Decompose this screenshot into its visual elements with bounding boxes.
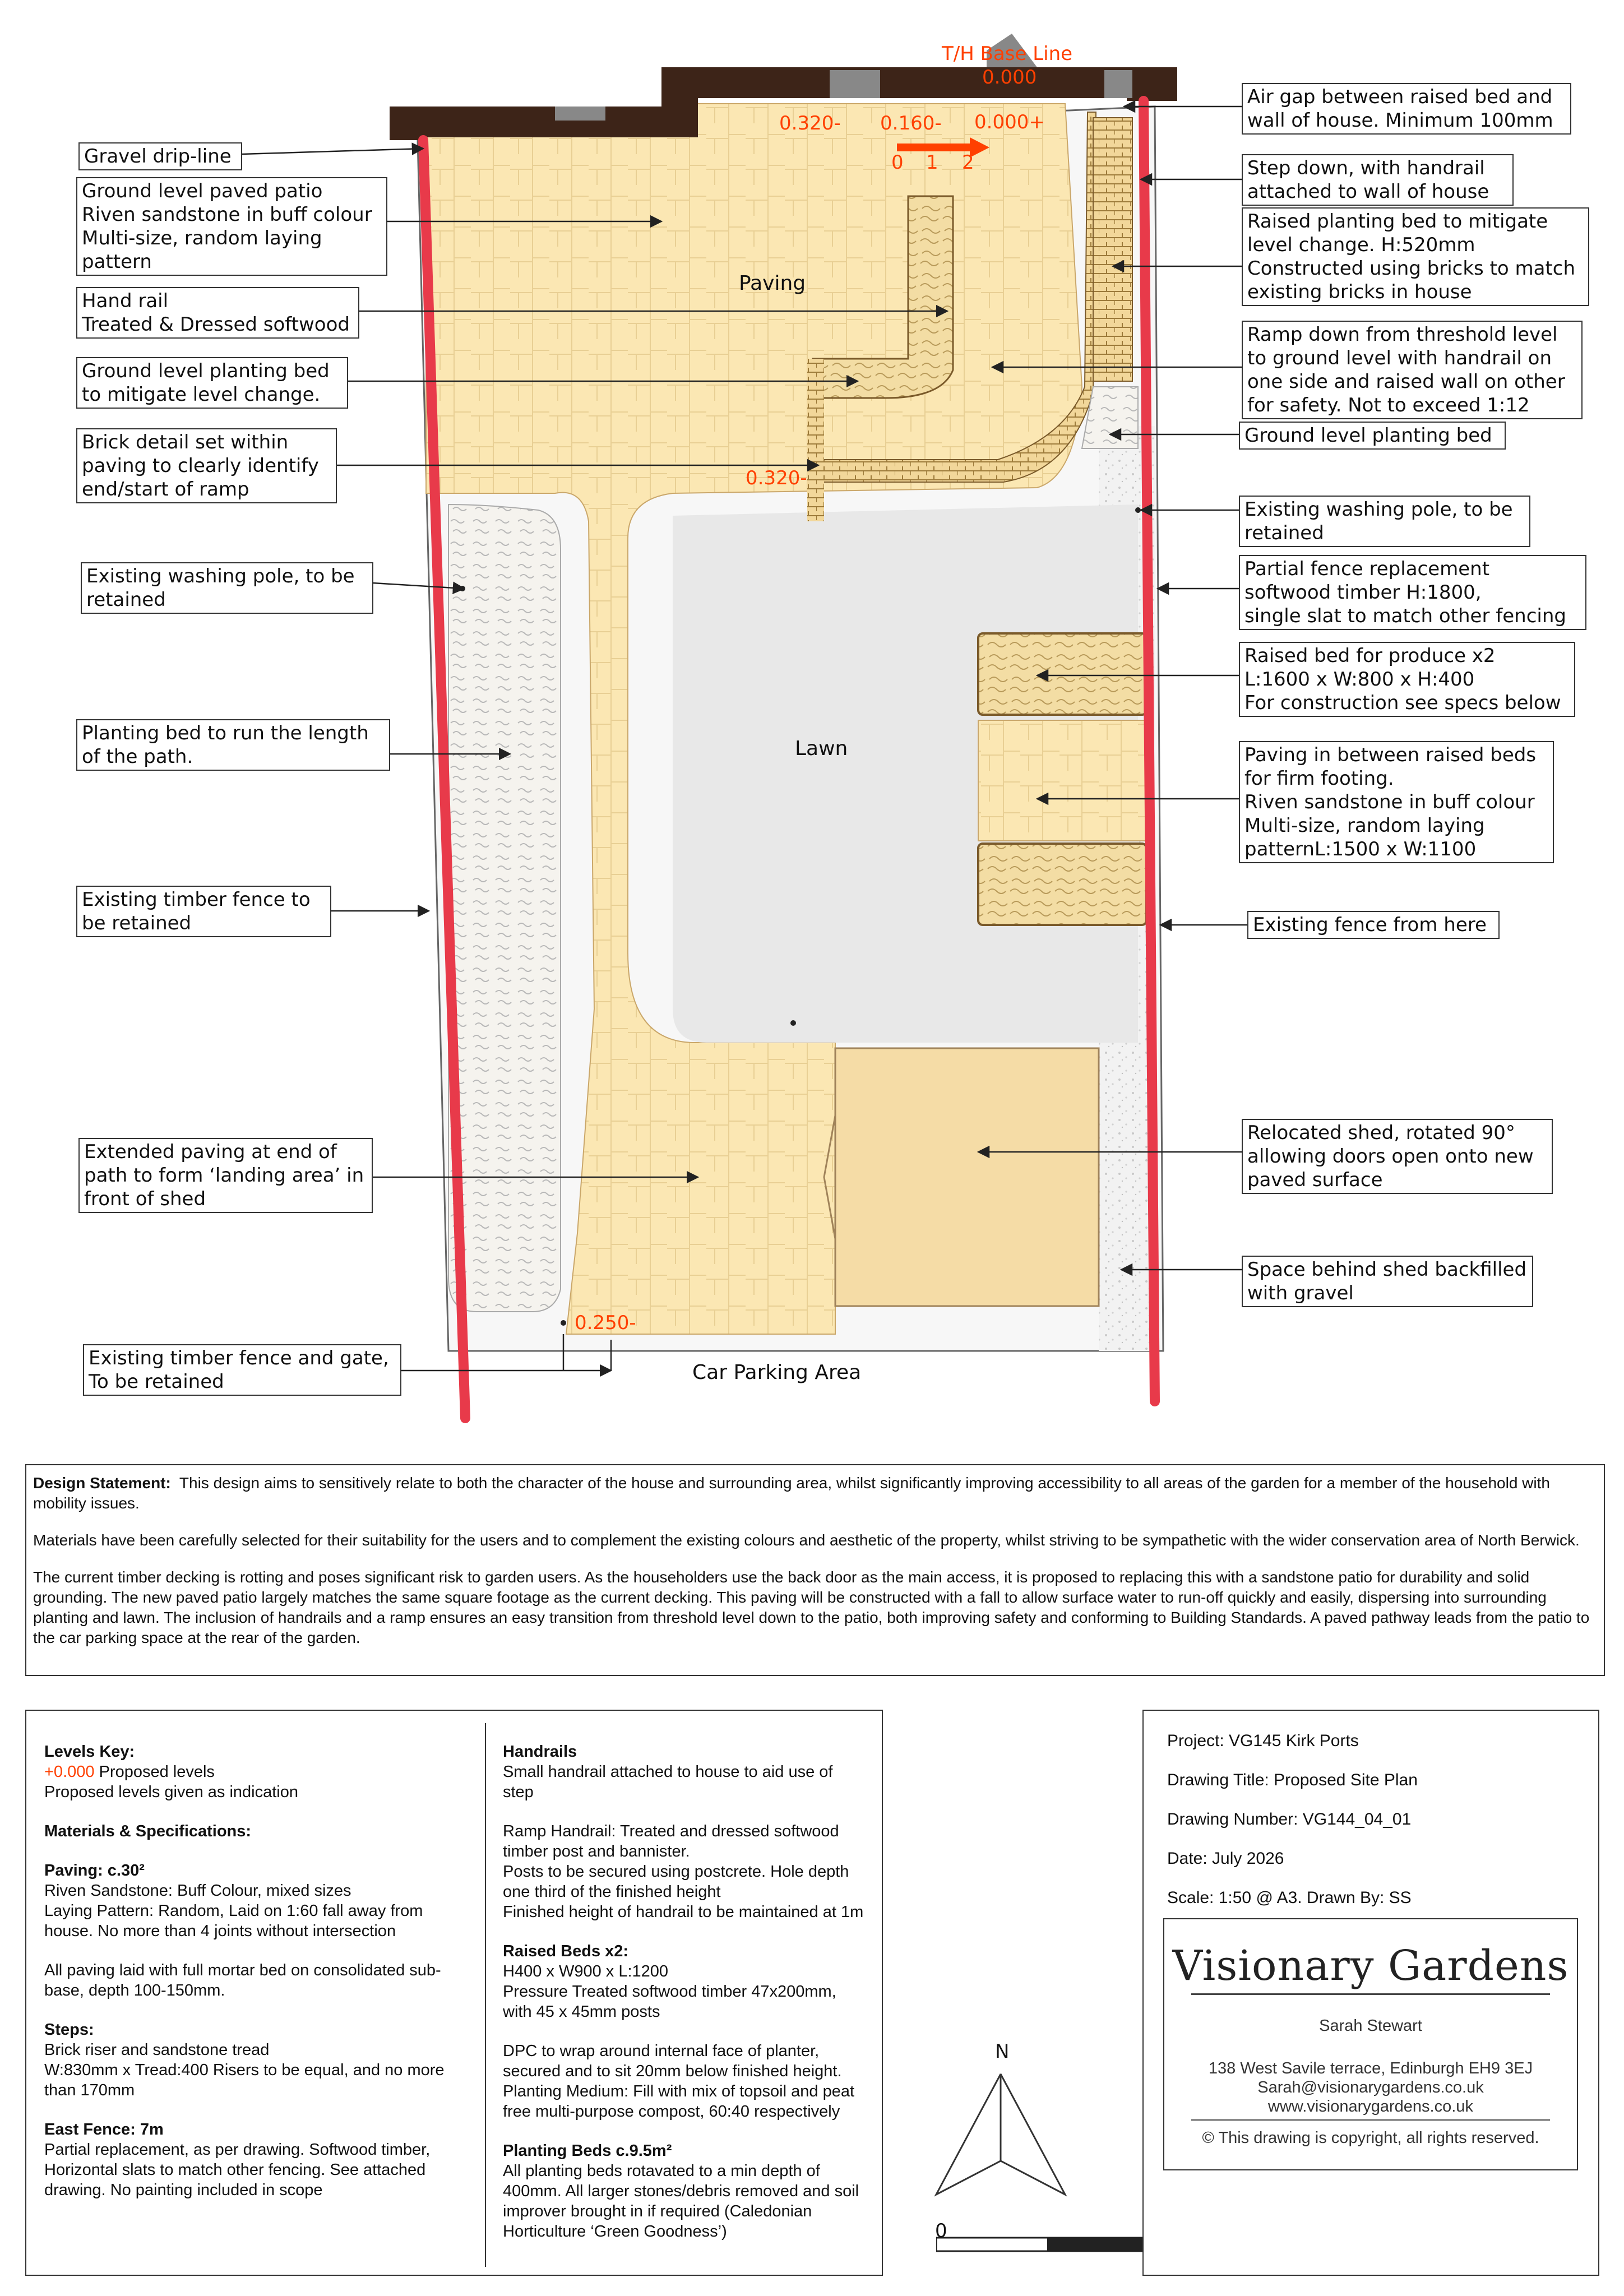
callout-ground-bed-left: Ground level planting bed to mitigate level change. — [76, 357, 348, 409]
design-statement-p1: This design aims to sensitively relate to both the character of the house and surrounding area, whilst significantly improving accessibility to all areas of the garden for a member of the household with mobility issues. — [33, 1474, 1550, 1512]
callout-existing-fence: Existing fence from here — [1247, 911, 1500, 939]
company-website: www.visionarygardens.co.uk — [1268, 2098, 1473, 2116]
callout-gravel-drip-line: Gravel drip-line — [78, 142, 242, 170]
dpc-text: DPC to wrap around internal face of planter, secured and to sit 20mm below finished height. Planting Medium: Fill with mix of topsoil and peat free multi-purpose compost, 60:40 respectively — [503, 2042, 855, 2121]
handrails-title: Handrails — [503, 1743, 577, 1761]
brick-detail — [807, 359, 824, 521]
designer-name: Sarah Stewart — [1319, 2017, 1422, 2035]
callout-behind-shed: Space behind shed backfilled with gravel — [1242, 1256, 1533, 1307]
drawing-title-line: Drawing Title: Proposed Site Plan — [1167, 1771, 1418, 1789]
design-statement-p3: The current timber decking is rotting and poses significant risk to garden users. As the householders use the back door as the main access, it is proposed to replacing this with a sandstone patio for durability and solid grounding. The new paved patio largely matches the same square footage as the current decking. This paving will be constructed with a fall to allow surface water to run-off quickly and easily, dispersing into surrounding planting and lawn. The inclusion of handrails and a ramp ensures an easy transition from threshold level down to the patio, both improving safety and conforming to Building Standards. A paved pathway leads from the patio to the car parking space at the rear of the garden. — [33, 1568, 1590, 1646]
design-statement-heading: Design Statement: — [33, 1474, 171, 1492]
company-address: 138 West Savile terrace, Edinburgh EH9 3EJ — [1208, 2059, 1533, 2077]
callout-paved-patio: Ground level paved patio Riven sandstone in buff colour Multi-size, random laying pattern — [76, 177, 387, 276]
level-1: 0.320- — [779, 112, 841, 135]
level-3: 0.000+ — [974, 111, 1045, 133]
callout-ground-bed-right: Ground level planting bed — [1239, 422, 1506, 450]
scale-line: Scale: 1:50 @ A3. Drawn By: SS — [1167, 1888, 1412, 1907]
paving-label: Paving — [739, 272, 806, 295]
callout-washing-pole-right: Existing washing pole, to be retained — [1239, 496, 1530, 547]
date-line: Date: July 2026 — [1167, 1849, 1284, 1868]
planting-beds-text: All planting beds rotavated to a min depth of 400mm. All larger stones/debris removed and soil improver brought in if required (Caledonian Horticulture ‘Green Goodness’) — [503, 2162, 859, 2241]
specifications-panel — [25, 1710, 883, 2276]
east-fence-title: East Fence: 7m — [44, 2121, 164, 2138]
lawn-label: Lawn — [795, 737, 848, 760]
east-fence-text: Partial replacement, as per drawing. Softwood timber, Horizontal slats to match other fencing. See attached drawing. No painting included in scope — [44, 2141, 431, 2199]
level-5: 0.250- — [575, 1312, 636, 1334]
drawing-number-line: Drawing Number: VG144_04_01 — [1167, 1810, 1412, 1829]
north-label: N — [995, 2040, 1010, 2063]
raised-beds-text: H400 x W900 x L:1200 Pressure Treated softwood timber 47x200mm, with 45 x 45mm posts — [503, 1962, 836, 2021]
callout-extended-paving: Extended paving at end of path to form ‘landing area’ in front of shed — [78, 1138, 373, 1213]
ramp-handrail-text: Ramp Handrail: Treated and dressed softwood timber post and bannister. Posts to be secured using postcrete. Hole depth one third of the finished height Finished height of handrail to be maintained at 1m — [503, 1822, 864, 1921]
callout-brick-detail: Brick detail set within paving to clearly identify end/start of ramp — [76, 428, 337, 503]
paving-text-2: All paving laid with full mortar bed on consolidated sub-base, depth 100-150mm. — [44, 1961, 441, 1999]
visionary-gardens-logo: Visionary Gardens — [1172, 1942, 1569, 1990]
plan-scale-2: 2 — [962, 151, 974, 174]
callout-produce-beds: Raised bed for produce x2 L:1600 x W:800 x H:400 For construction see specs below — [1239, 642, 1575, 717]
callout-timber-fence: Existing timber fence to be retained — [76, 886, 331, 937]
raised-beds-title: Raised Beds x2: — [503, 1942, 629, 1960]
callout-planting-bed-path: Planting bed to run the length of the path. — [76, 719, 390, 771]
levels-key-value: +0.000 — [44, 1763, 95, 1781]
level-2: 0.160- — [880, 112, 942, 135]
steps-title: Steps: — [44, 2021, 94, 2039]
car-parking-label: Car Parking Area — [692, 1361, 862, 1384]
level-4: 0.320- — [746, 467, 807, 489]
base-line-label: T/H Base Line — [942, 43, 1073, 65]
callout-raised-bed: Raised planting bed to mitigate level change. H:520mm Constructed using bricks to match existing bricks in house — [1242, 207, 1589, 306]
company-email: Sarah@visionarygardens.co.uk — [1257, 2079, 1484, 2096]
planting-beds-title: Planting Beds c.9.5m² — [503, 2142, 672, 2160]
handrails-text: Small handrail attached to house to aid use of step — [503, 1763, 833, 1801]
shed — [835, 1048, 1099, 1306]
produce-bed-1 — [978, 633, 1146, 715]
callout-paving-between: Paving in between raised beds for firm footing. Riven sandstone in buff colour Multi-size, random laying patternL:1500 x W:1100 — [1239, 741, 1554, 863]
levels-key-title: Levels Key: — [44, 1743, 135, 1761]
paving-between-beds — [978, 720, 1146, 841]
company-box — [1163, 1918, 1578, 2170]
callout-air-gap: Air gap between raised bed and wall of house. Minimum 100mm — [1242, 83, 1571, 135]
paving-text: Riven Sandstone: Buff Colour, mixed sizes Laying Pattern: Random, Laid on 1:60 fall away from house. No more than 4 joints without intersection — [44, 1882, 423, 1940]
levels-key-text: Proposed levels — [94, 1763, 215, 1781]
copyright-notice: © This drawing is copyright, all rights reserved. — [1202, 2129, 1539, 2147]
plan-scale-0: 0 — [891, 151, 904, 174]
scale-bar-start: 0 — [935, 2220, 947, 2242]
steps-text: Brick riser and sandstone tread W:830mm x Tread:400 Risers to be equal, and no more than 170mm — [44, 2041, 445, 2099]
raised-planting-bed — [1093, 118, 1132, 381]
levels-key-note: Proposed levels given as indication — [44, 1783, 298, 1801]
callout-ramp: Ramp down from threshold level to ground level with handrail on one side and raised wall on other for safety. Not to exceed 1:12 — [1242, 321, 1583, 419]
design-statement-p2: Materials have been carefully selected for their suitability for the users and to complement the existing colours and aesthetic of the property, whilst striving to be sympathetic with the wider conservation area of North Berwick. — [33, 1531, 1580, 1549]
materials-title: Materials & Specifications: — [44, 1822, 252, 1840]
callout-fence-replacement: Partial fence replacement softwood timber H:1800, single slat to match other fencing — [1239, 555, 1586, 630]
level-base: 0.000 — [982, 66, 1037, 89]
north-arrow-icon — [925, 2068, 1071, 2203]
callout-washing-pole-left: Existing washing pole, to be retained — [81, 562, 373, 614]
callout-step-down: Step down, with handrail attached to wall of house — [1242, 154, 1514, 206]
paving-title: Paving: c.30² — [44, 1862, 145, 1880]
callout-fence-gate: Existing timber fence and gate, To be retained — [83, 1344, 401, 1396]
project-line: Project: VG145 Kirk Ports — [1167, 1732, 1359, 1750]
plan-scale-1: 1 — [926, 151, 938, 174]
planting-bed-path — [448, 504, 561, 1312]
design-statement — [25, 1464, 1605, 1676]
callout-hand-rail: Hand rail Treated & Dressed softwood — [76, 287, 359, 339]
title-block — [1142, 1710, 1599, 2276]
produce-bed-2 — [978, 844, 1146, 925]
callout-shed: Relocated shed, rotated 90° allowing doors open onto new paved surface — [1242, 1119, 1553, 1194]
gravel-behind-shed — [1099, 1043, 1155, 1345]
